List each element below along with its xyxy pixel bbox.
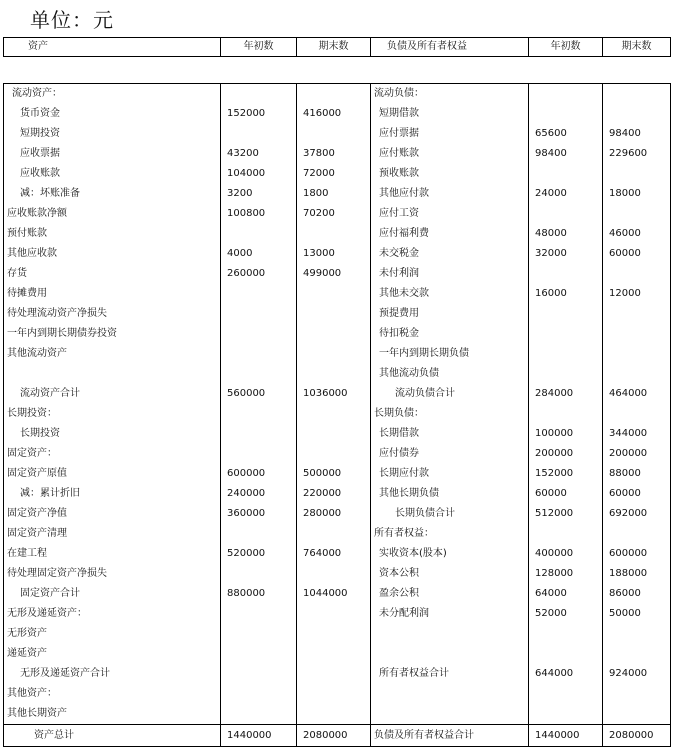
liability-begin-value: 16000 bbox=[529, 284, 603, 304]
asset-name: 流动资产合计 bbox=[4, 384, 221, 404]
table-row bbox=[4, 384, 671, 404]
table-row bbox=[4, 224, 671, 244]
liability-name: 所有者权益： bbox=[371, 524, 529, 544]
asset-name: 其他资产： bbox=[4, 684, 221, 704]
liability-name: 长期负债： bbox=[371, 404, 529, 424]
liability-begin-value: 24000 bbox=[529, 184, 603, 204]
asset-end-value: 37800 bbox=[297, 144, 371, 164]
asset-name: 其他长期资产 bbox=[4, 704, 221, 725]
table-row bbox=[4, 444, 671, 464]
asset-name: 短期投资 bbox=[4, 124, 221, 144]
liability-name bbox=[371, 684, 529, 704]
asset-begin-value bbox=[221, 644, 297, 664]
total-assets-begin: 1440000 bbox=[221, 725, 297, 747]
liability-name: 预提费用 bbox=[371, 304, 529, 324]
liability-name: 所有者权益合计 bbox=[371, 664, 529, 684]
asset-end-value: 499000 bbox=[297, 264, 371, 284]
table-row bbox=[4, 624, 671, 644]
asset-end-value: 220000 bbox=[297, 484, 371, 504]
liability-begin-value bbox=[529, 344, 603, 364]
liability-begin-value: 200000 bbox=[529, 444, 603, 464]
table-row bbox=[4, 344, 671, 364]
table-row bbox=[4, 424, 671, 444]
asset-end-value bbox=[297, 664, 371, 684]
asset-name: 其他流动资产 bbox=[4, 344, 221, 364]
asset-name: 待摊费用 bbox=[4, 284, 221, 304]
asset-begin-value: 600000 bbox=[221, 464, 297, 484]
asset-begin-value bbox=[221, 84, 297, 105]
liability-begin-value: 100000 bbox=[529, 424, 603, 444]
total-assets-end: 2080000 bbox=[297, 725, 371, 747]
liability-name: 应付账款 bbox=[371, 144, 529, 164]
asset-end-value: 1044000 bbox=[297, 584, 371, 604]
liability-name: 一年内到期长期负债 bbox=[371, 344, 529, 364]
liability-name: 其他应付款 bbox=[371, 184, 529, 204]
liability-end-value bbox=[603, 644, 671, 664]
asset-begin-value: 4000 bbox=[221, 244, 297, 264]
liability-end-value: 46000 bbox=[603, 224, 671, 244]
asset-begin-value bbox=[221, 564, 297, 584]
liability-end-value bbox=[603, 304, 671, 324]
liability-begin-value bbox=[529, 264, 603, 284]
header-liab-end: 期末数 bbox=[603, 38, 671, 57]
liability-name: 流动负债： bbox=[371, 84, 529, 105]
header-row bbox=[4, 38, 671, 57]
liability-begin-value bbox=[529, 84, 603, 105]
liability-end-value: 924000 bbox=[603, 664, 671, 684]
asset-name: 应收账款 bbox=[4, 164, 221, 184]
asset-begin-value bbox=[221, 284, 297, 304]
liability-end-value: 200000 bbox=[603, 444, 671, 464]
liability-begin-value: 644000 bbox=[529, 664, 603, 684]
asset-end-value: 416000 bbox=[297, 104, 371, 124]
asset-begin-value: 240000 bbox=[221, 484, 297, 504]
asset-begin-value bbox=[221, 444, 297, 464]
asset-begin-value bbox=[221, 704, 297, 725]
asset-name: 存货 bbox=[4, 264, 221, 284]
liability-end-value: 50000 bbox=[603, 604, 671, 624]
liability-name bbox=[371, 644, 529, 664]
asset-name: 长期投资 bbox=[4, 424, 221, 444]
liability-begin-value: 98400 bbox=[529, 144, 603, 164]
table-row bbox=[4, 464, 671, 484]
balance-sheet-header bbox=[3, 37, 671, 57]
total-row bbox=[4, 725, 671, 747]
liability-end-value bbox=[603, 104, 671, 124]
liability-end-value: 86000 bbox=[603, 584, 671, 604]
liability-begin-value bbox=[529, 364, 603, 384]
liability-begin-value bbox=[529, 644, 603, 664]
asset-name: 一年内到期长期债券投资 bbox=[4, 324, 221, 344]
liability-name: 未交税金 bbox=[371, 244, 529, 264]
asset-end-value bbox=[297, 364, 371, 384]
asset-name bbox=[4, 364, 221, 384]
header-liab-begin: 年初数 bbox=[529, 38, 603, 57]
liability-name: 应付福利费 bbox=[371, 224, 529, 244]
table-row bbox=[4, 644, 671, 664]
asset-begin-value: 100800 bbox=[221, 204, 297, 224]
asset-name: 在建工程 bbox=[4, 544, 221, 564]
asset-end-value bbox=[297, 344, 371, 364]
asset-end-value: 13000 bbox=[297, 244, 371, 264]
asset-begin-value: 260000 bbox=[221, 264, 297, 284]
asset-end-value bbox=[297, 704, 371, 725]
liability-end-value bbox=[603, 264, 671, 284]
liability-end-value bbox=[603, 684, 671, 704]
unit-label: 单位：元 bbox=[30, 8, 114, 32]
liability-name: 长期借款 bbox=[371, 424, 529, 444]
liability-end-value: 88000 bbox=[603, 464, 671, 484]
liability-begin-value bbox=[529, 204, 603, 224]
asset-name: 长期投资： bbox=[4, 404, 221, 424]
liability-begin-value: 65600 bbox=[529, 124, 603, 144]
balance-sheet-table bbox=[3, 83, 671, 747]
asset-begin-value bbox=[221, 324, 297, 344]
asset-begin-value: 360000 bbox=[221, 504, 297, 524]
asset-begin-value bbox=[221, 624, 297, 644]
asset-name: 其他应收款 bbox=[4, 244, 221, 264]
asset-begin-value bbox=[221, 344, 297, 364]
liability-end-value bbox=[603, 344, 671, 364]
asset-begin-value: 104000 bbox=[221, 164, 297, 184]
liability-name: 流动负债合计 bbox=[371, 384, 529, 404]
asset-end-value bbox=[297, 564, 371, 584]
liability-name: 盈余公积 bbox=[371, 584, 529, 604]
table-row bbox=[4, 404, 671, 424]
table-row bbox=[4, 604, 671, 624]
asset-begin-value: 560000 bbox=[221, 384, 297, 404]
table-row bbox=[4, 564, 671, 584]
table-row bbox=[4, 244, 671, 264]
liability-end-value bbox=[603, 524, 671, 544]
liability-end-value: 18000 bbox=[603, 184, 671, 204]
asset-end-value bbox=[297, 224, 371, 244]
liability-name: 其他流动负债 bbox=[371, 364, 529, 384]
asset-begin-value bbox=[221, 124, 297, 144]
header-assets-begin: 年初数 bbox=[221, 38, 297, 57]
asset-name: 货币资金 bbox=[4, 104, 221, 124]
asset-end-value bbox=[297, 284, 371, 304]
liability-name: 长期应付款 bbox=[371, 464, 529, 484]
asset-begin-value bbox=[221, 364, 297, 384]
liability-begin-value: 284000 bbox=[529, 384, 603, 404]
asset-end-value: 1800 bbox=[297, 184, 371, 204]
liability-end-value bbox=[603, 624, 671, 644]
asset-end-value: 764000 bbox=[297, 544, 371, 564]
asset-name: 待处理流动资产净损失 bbox=[4, 304, 221, 324]
asset-begin-value: 43200 bbox=[221, 144, 297, 164]
asset-begin-value bbox=[221, 664, 297, 684]
header-liabilities-equity: 负债及所有者权益 bbox=[371, 38, 529, 57]
liability-name: 长期负债合计 bbox=[371, 504, 529, 524]
asset-name: 应收票据 bbox=[4, 144, 221, 164]
liability-name: 其他未交款 bbox=[371, 284, 529, 304]
liability-begin-value: 64000 bbox=[529, 584, 603, 604]
total-liab-equity-label: 负债及所有者权益合计 bbox=[371, 725, 529, 747]
asset-begin-value: 880000 bbox=[221, 584, 297, 604]
liability-begin-value bbox=[529, 104, 603, 124]
asset-begin-value bbox=[221, 604, 297, 624]
liability-end-value: 344000 bbox=[603, 424, 671, 444]
liability-begin-value bbox=[529, 164, 603, 184]
liability-end-value bbox=[603, 204, 671, 224]
liability-end-value: 229600 bbox=[603, 144, 671, 164]
liability-name: 未付利润 bbox=[371, 264, 529, 284]
table-row bbox=[4, 284, 671, 304]
asset-end-value bbox=[297, 304, 371, 324]
liability-begin-value bbox=[529, 524, 603, 544]
liability-begin-value: 52000 bbox=[529, 604, 603, 624]
liability-begin-value: 400000 bbox=[529, 544, 603, 564]
liability-name: 实收资本(股本) bbox=[371, 544, 529, 564]
liability-end-value: 188000 bbox=[603, 564, 671, 584]
asset-begin-value bbox=[221, 304, 297, 324]
liability-begin-value bbox=[529, 684, 603, 704]
asset-begin-value: 520000 bbox=[221, 544, 297, 564]
asset-end-value: 1036000 bbox=[297, 384, 371, 404]
total-liab-begin: 1440000 bbox=[529, 725, 603, 747]
asset-name: 无形资产 bbox=[4, 624, 221, 644]
header-assets-end: 期末数 bbox=[297, 38, 371, 57]
table-row bbox=[4, 164, 671, 184]
asset-begin-value: 152000 bbox=[221, 104, 297, 124]
liability-name: 未分配利润 bbox=[371, 604, 529, 624]
asset-name: 应收账款净额 bbox=[4, 204, 221, 224]
liability-begin-value: 60000 bbox=[529, 484, 603, 504]
table-row bbox=[4, 124, 671, 144]
asset-end-value bbox=[297, 624, 371, 644]
asset-end-value: 280000 bbox=[297, 504, 371, 524]
liability-end-value bbox=[603, 164, 671, 184]
header-assets: 资产 bbox=[4, 38, 221, 57]
asset-name: 递延资产 bbox=[4, 644, 221, 664]
table-row bbox=[4, 584, 671, 604]
asset-name: 固定资产： bbox=[4, 444, 221, 464]
liability-end-value: 600000 bbox=[603, 544, 671, 564]
table-row bbox=[4, 484, 671, 504]
asset-name: 固定资产合计 bbox=[4, 584, 221, 604]
liability-end-value: 12000 bbox=[603, 284, 671, 304]
asset-name: 减：累计折旧 bbox=[4, 484, 221, 504]
liability-begin-value: 48000 bbox=[529, 224, 603, 244]
asset-name: 预付账款 bbox=[4, 224, 221, 244]
liability-end-value: 692000 bbox=[603, 504, 671, 524]
asset-end-value bbox=[297, 404, 371, 424]
asset-name: 无形及递延资产合计 bbox=[4, 664, 221, 684]
table-row bbox=[4, 684, 671, 704]
liability-begin-value bbox=[529, 404, 603, 424]
liability-end-value bbox=[603, 84, 671, 105]
total-liab-end: 2080000 bbox=[603, 725, 671, 747]
liability-begin-value bbox=[529, 704, 603, 725]
table-row bbox=[4, 204, 671, 224]
asset-begin-value bbox=[221, 404, 297, 424]
table-row bbox=[4, 184, 671, 204]
table-row bbox=[4, 364, 671, 384]
table-row bbox=[4, 524, 671, 544]
liability-name: 预收账款 bbox=[371, 164, 529, 184]
asset-end-value bbox=[297, 644, 371, 664]
asset-name: 流动资产： bbox=[4, 84, 221, 105]
asset-begin-value bbox=[221, 524, 297, 544]
asset-name: 无形及递延资产： bbox=[4, 604, 221, 624]
asset-name: 待处理固定资产净损失 bbox=[4, 564, 221, 584]
table-row bbox=[4, 84, 671, 105]
liability-end-value: 464000 bbox=[603, 384, 671, 404]
liability-end-value bbox=[603, 404, 671, 424]
liability-begin-value: 32000 bbox=[529, 244, 603, 264]
asset-name: 固定资产净值 bbox=[4, 504, 221, 524]
table-row bbox=[4, 324, 671, 344]
table-row bbox=[4, 504, 671, 524]
liability-end-value bbox=[603, 364, 671, 384]
asset-name: 固定资产清理 bbox=[4, 524, 221, 544]
liability-begin-value bbox=[529, 624, 603, 644]
liability-begin-value bbox=[529, 304, 603, 324]
table-row bbox=[4, 544, 671, 564]
liability-name: 其他长期负债 bbox=[371, 484, 529, 504]
liability-begin-value: 128000 bbox=[529, 564, 603, 584]
asset-begin-value bbox=[221, 224, 297, 244]
table-row bbox=[4, 104, 671, 124]
liability-end-value: 60000 bbox=[603, 244, 671, 264]
asset-end-value bbox=[297, 604, 371, 624]
asset-end-value: 72000 bbox=[297, 164, 371, 184]
asset-end-value bbox=[297, 324, 371, 344]
liability-name: 应付工资 bbox=[371, 204, 529, 224]
liability-begin-value: 152000 bbox=[529, 464, 603, 484]
asset-begin-value bbox=[221, 424, 297, 444]
asset-end-value bbox=[297, 84, 371, 105]
liability-name bbox=[371, 704, 529, 725]
table-row bbox=[4, 664, 671, 684]
liability-end-value bbox=[603, 324, 671, 344]
asset-end-value: 500000 bbox=[297, 464, 371, 484]
table-row bbox=[4, 264, 671, 284]
liability-name: 应付债券 bbox=[371, 444, 529, 464]
asset-name: 固定资产原值 bbox=[4, 464, 221, 484]
liability-name: 待扣税金 bbox=[371, 324, 529, 344]
liability-name: 短期借款 bbox=[371, 104, 529, 124]
table-row bbox=[4, 304, 671, 324]
liability-name: 应付票据 bbox=[371, 124, 529, 144]
liability-name bbox=[371, 624, 529, 644]
table-row bbox=[4, 704, 671, 725]
asset-end-value bbox=[297, 444, 371, 464]
liability-begin-value: 512000 bbox=[529, 504, 603, 524]
table-row bbox=[4, 144, 671, 164]
liability-name: 资本公积 bbox=[371, 564, 529, 584]
asset-end-value bbox=[297, 684, 371, 704]
liability-end-value bbox=[603, 704, 671, 725]
asset-end-value bbox=[297, 524, 371, 544]
liability-end-value: 98400 bbox=[603, 124, 671, 144]
asset-begin-value bbox=[221, 684, 297, 704]
asset-end-value: 70200 bbox=[297, 204, 371, 224]
liability-end-value: 60000 bbox=[603, 484, 671, 504]
liability-begin-value bbox=[529, 324, 603, 344]
asset-begin-value: 3200 bbox=[221, 184, 297, 204]
asset-name: 减：坏账准备 bbox=[4, 184, 221, 204]
asset-end-value bbox=[297, 124, 371, 144]
total-assets-label: 资产总计 bbox=[4, 725, 221, 747]
asset-end-value bbox=[297, 424, 371, 444]
